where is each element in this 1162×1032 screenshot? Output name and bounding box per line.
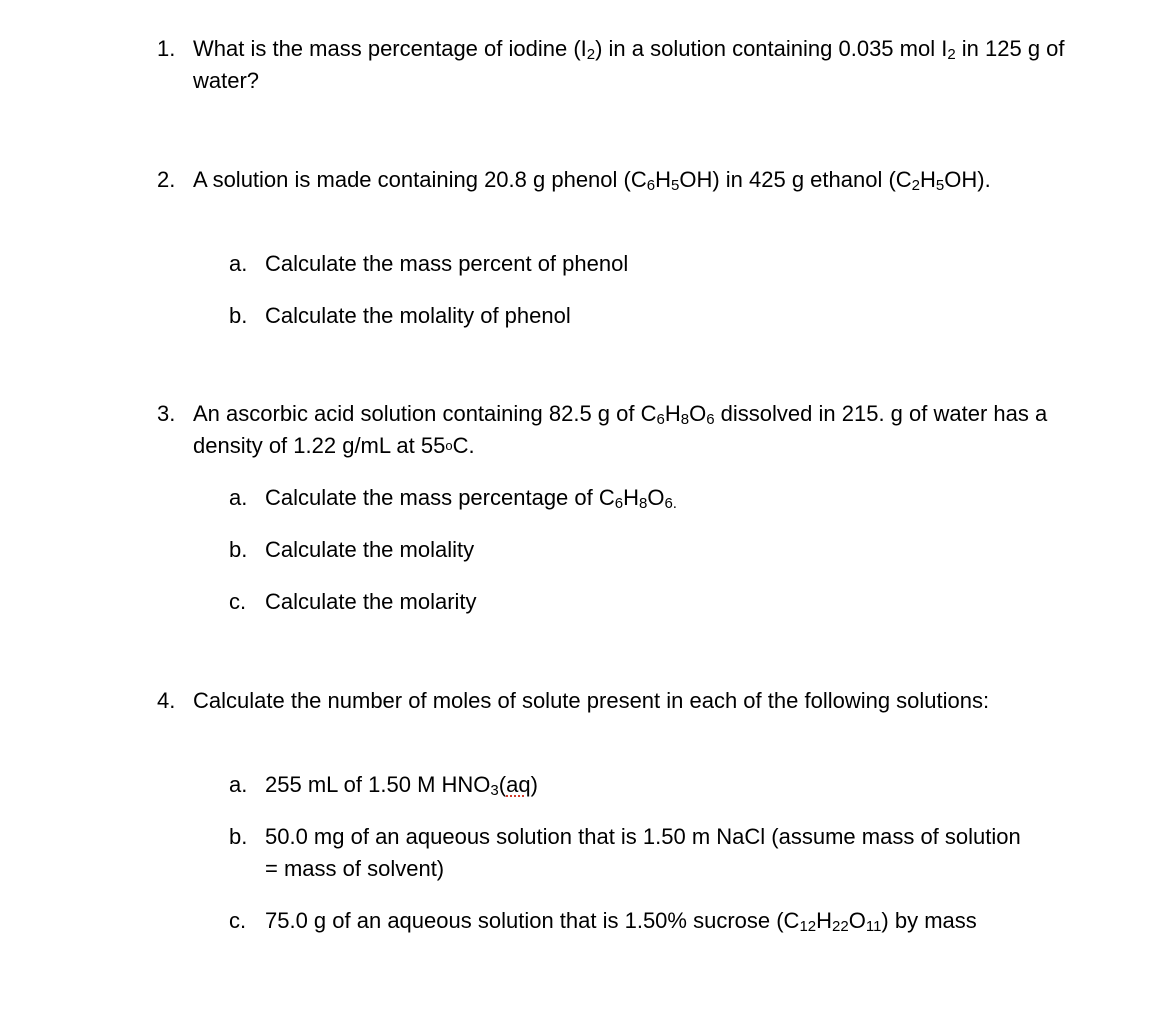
sub-question-text: Calculate the molality bbox=[265, 537, 475, 562]
question-1 bbox=[157, 33, 1077, 97]
question-4 bbox=[157, 685, 1077, 717]
sub-question-letter: c. bbox=[229, 589, 247, 614]
sub-question-letter: a. bbox=[229, 251, 248, 276]
question-number: 3. bbox=[157, 401, 176, 426]
sub-question-4a bbox=[229, 769, 1089, 801]
sub-question-text: Calculate the mass percentage of $C_6H_8O_{6.}$ bbox=[265, 485, 677, 512]
sub-question-2b bbox=[229, 300, 1089, 332]
question-text: An ascorbic acid solution containing 82.5 g of $C_6H_8O_6$ dissolved in 215. g of water has a density of 1.22 g/mL at 55$^o$C. bbox=[193, 401, 1048, 458]
spellcheck-underline: aq bbox=[506, 772, 531, 797]
sub-question-2a bbox=[229, 248, 1089, 280]
sub-question-3c bbox=[229, 586, 1089, 618]
question-text: A solution is made containing 20.8 g phenol $(C_6H_5OH)$ in 425 g ethanol $(C_2H_5OH)$. bbox=[193, 167, 991, 194]
sub-question-text: Calculate the mass percent of phenol bbox=[265, 251, 629, 276]
sub-question-4b bbox=[229, 821, 1089, 885]
sub-question-letter: c. bbox=[229, 908, 247, 933]
sub-question-text: 255 mL of 1.50 M $HNO_3(aq)$ bbox=[265, 772, 538, 799]
question-2 bbox=[157, 164, 1077, 196]
sub-question-text: Calculate the molarity bbox=[265, 589, 477, 614]
sub-question-text: 75.0 g of an aqueous solution that is 1.50% sucrose $(C_{12}H_{22}O_{11})$ by mass bbox=[265, 908, 977, 935]
question-text: Calculate the number of moles of solute present in each of the following solutions: bbox=[193, 688, 990, 713]
question-number: 1. bbox=[157, 36, 176, 61]
sub-question-letter: b. bbox=[229, 537, 248, 562]
question-number: 2. bbox=[157, 167, 176, 192]
question-number: 4. bbox=[157, 688, 176, 713]
question-3 bbox=[157, 398, 1077, 462]
sub-question-3b bbox=[229, 534, 1089, 566]
question-text: What is the mass percentage of iodine $(I_2)$ in a solution containing 0.035 mol $I_2$ in 125 g of water? bbox=[193, 36, 1065, 93]
sub-question-3a bbox=[229, 482, 1089, 514]
sub-question-letter: a. bbox=[229, 772, 248, 797]
sub-question-text: Calculate the molality of phenol bbox=[265, 303, 571, 328]
sub-question-letter: b. bbox=[229, 303, 248, 328]
sub-question-letter: a. bbox=[229, 485, 248, 510]
sub-question-text: 50.0 mg of an aqueous solution that is 1.50 m NaCl (assume mass of solution = mass of solvent) bbox=[265, 824, 1021, 881]
sub-question-4c bbox=[229, 905, 1089, 937]
sub-question-letter: b. bbox=[229, 824, 248, 849]
